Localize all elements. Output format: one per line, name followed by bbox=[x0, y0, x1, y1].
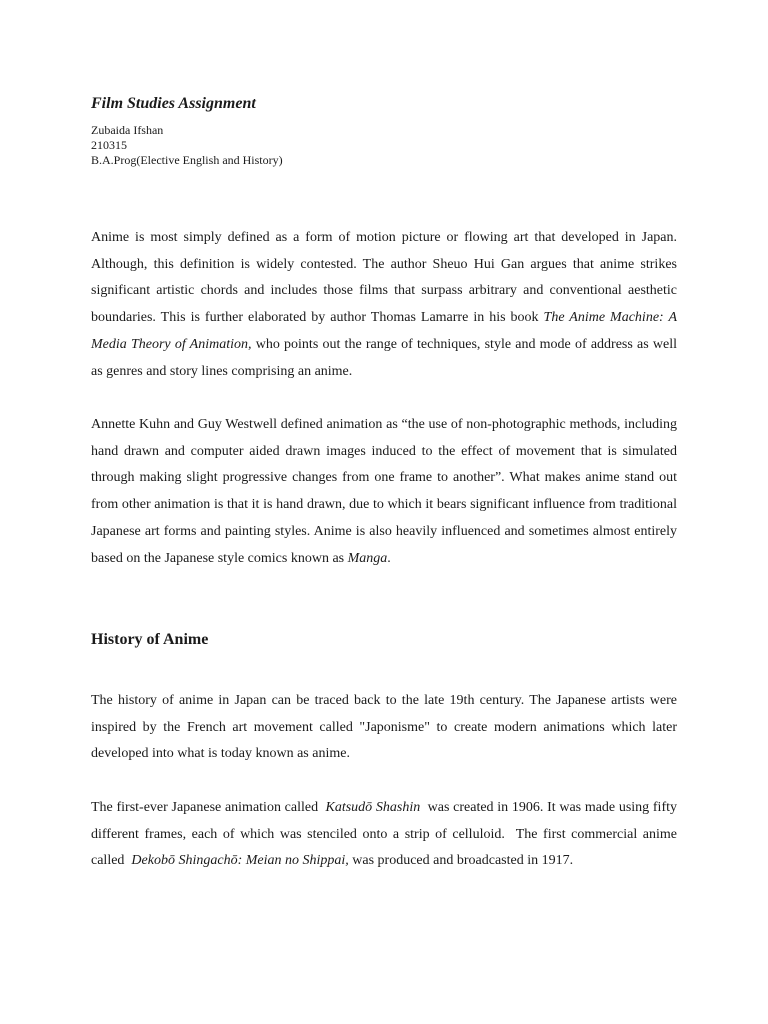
work-title-katsudo: Katsudō Shashin bbox=[325, 800, 421, 815]
paragraph-text: Annette Kuhn and Guy Westwell defined animation as “the use of non-photographic methods, including hand drawn and computer aided drawn images induced to the effect of movement that is simulated through making slight progressive changes from one frame to another”. What makes anime stand out from other animation is that it is hand drawn, due to which it bears significant influence from traditional Japanese art forms and painting styles. Anime is also heavily influenced and sometimes almost entirely based on the Japanese style comics known as bbox=[91, 417, 677, 566]
paragraph-text: Anime is most simply defined as a form of motion picture or flowing art that developed in Japan. Although, this definition is widely contested. The author Sheuo Hui Gan argues that anime strikes significant artistic chords and includes those films that surpass arbitrary and conventional aesthetic boundaries. This is further elaborated by author Thomas Lamarre in his book bbox=[91, 230, 677, 326]
book-title: The Anime Machine: A Media Theory of Animation, bbox=[91, 310, 677, 352]
author-info bbox=[91, 123, 283, 168]
document-title: Film Studies Assignment bbox=[91, 95, 256, 112]
paragraph-text: was created in 1906. It was made using fifty different frames, each of which was stenciled onto a strip of celluloid. The first commercial anime called bbox=[91, 800, 681, 869]
paragraph-first-animation bbox=[91, 795, 681, 875]
roll-number: 210315 bbox=[91, 138, 127, 152]
paragraph-text: was produced and broadcasted in 1917. bbox=[348, 853, 574, 869]
paragraph-anime-definition bbox=[91, 225, 677, 385]
paragraph-text: . bbox=[387, 550, 391, 566]
course-name: B.A.Prog(Elective English and History) bbox=[91, 153, 283, 167]
paragraph-text: who points out the range of techniques, style and mode of address as well as genres and story lines comprising an anime. bbox=[91, 336, 677, 379]
work-title-dekobo: Dekobō Shingachō: Meian no Shippai, bbox=[131, 853, 349, 869]
section-heading: History of Anime bbox=[91, 631, 209, 648]
paragraph-animation-definition bbox=[91, 412, 677, 572]
paragraph-history bbox=[91, 688, 677, 768]
author-name: Zubaida Ifshan bbox=[91, 123, 164, 137]
paragraph-text: The history of anime in Japan can be traced back to the late 19th century. The Japanese artists were inspired by the French art movement called "Japonisme" to create modern animations which later developed into what is today known as anime. bbox=[91, 693, 677, 762]
paragraph-text: The first-ever Japanese animation called bbox=[91, 800, 326, 815]
manga-term: Manga bbox=[347, 550, 388, 566]
